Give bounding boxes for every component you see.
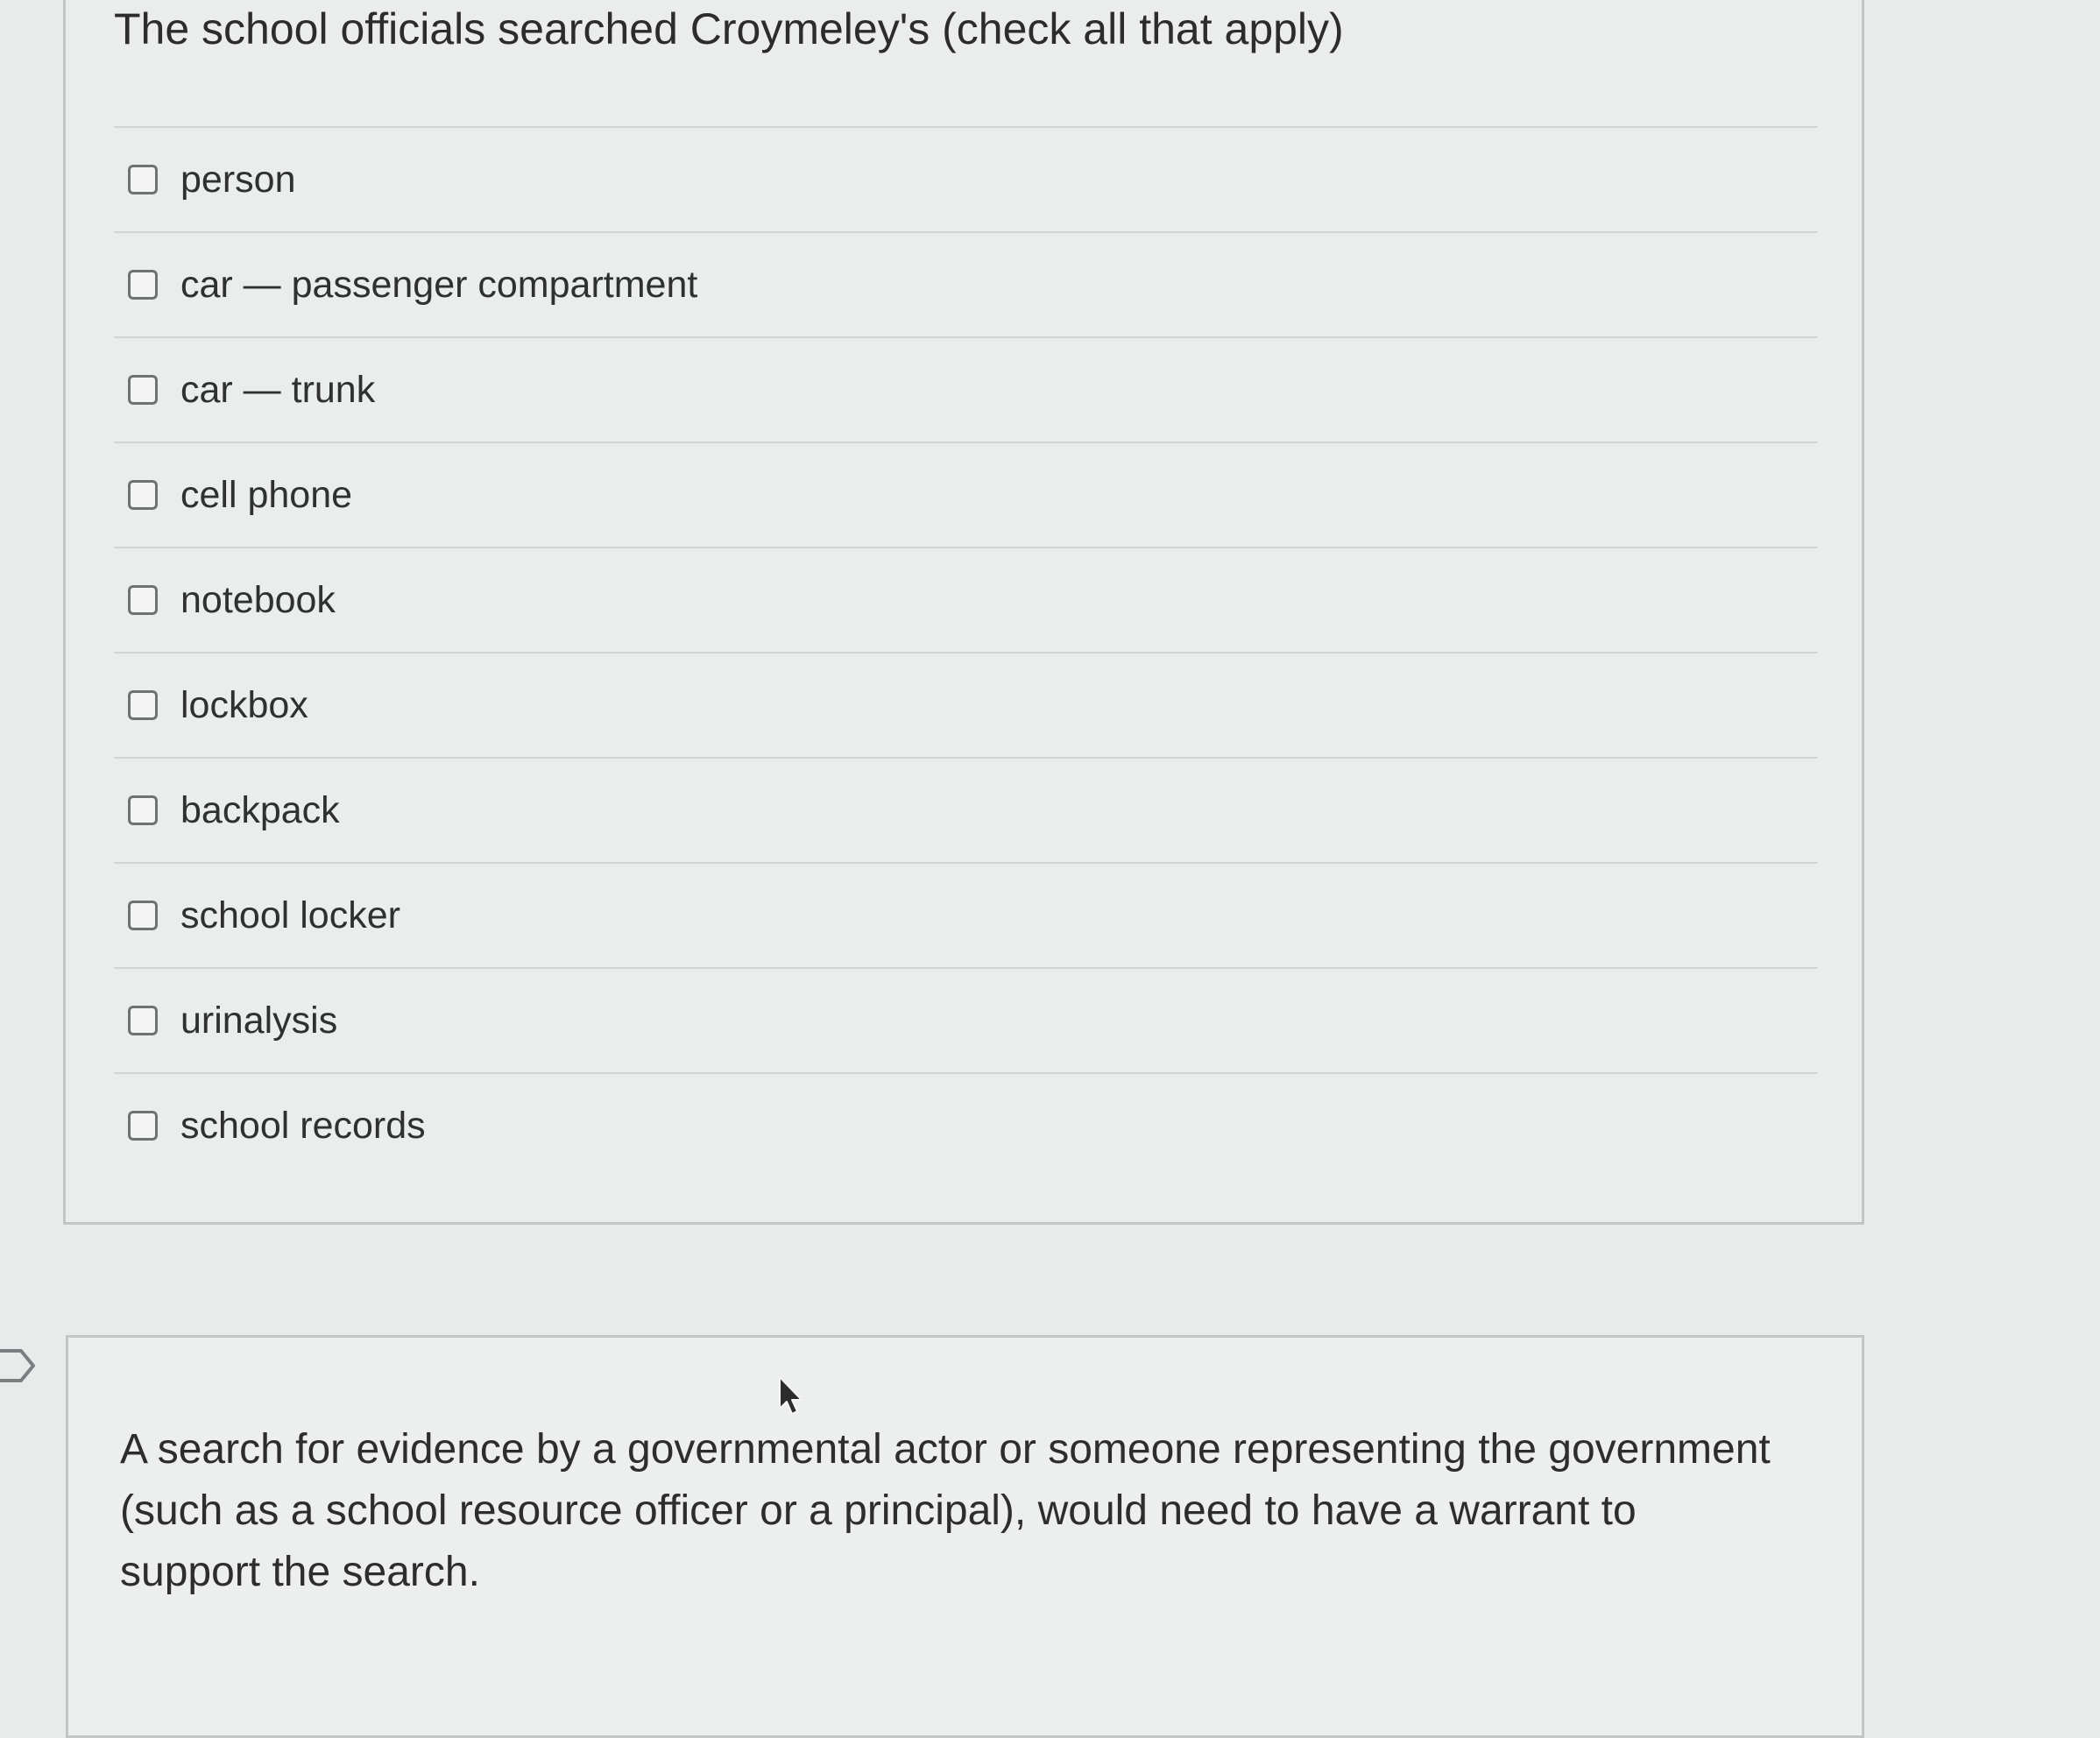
checkbox-lockbox[interactable]	[128, 690, 158, 720]
checkbox-urinalysis[interactable]	[128, 1006, 158, 1035]
checkbox-school-records[interactable]	[128, 1111, 158, 1141]
option-label: cell phone	[180, 473, 353, 516]
option-school-records[interactable]	[114, 1072, 1818, 1177]
option-label: notebook	[180, 578, 336, 621]
option-car-passenger-compartment[interactable]	[114, 231, 1818, 336]
option-notebook[interactable]	[114, 547, 1818, 652]
option-label: urinalysis	[180, 999, 338, 1042]
checkbox-cell-phone[interactable]	[128, 480, 158, 510]
option-cell-phone[interactable]	[114, 442, 1818, 547]
checkbox-school-locker[interactable]	[128, 901, 158, 930]
checkbox-backpack[interactable]	[128, 795, 158, 825]
option-car-trunk[interactable]	[114, 336, 1818, 442]
option-lockbox[interactable]	[114, 652, 1818, 757]
option-school-locker[interactable]	[114, 862, 1818, 967]
option-person[interactable]	[114, 126, 1818, 231]
tab-arrow-icon[interactable]	[0, 1347, 37, 1384]
mouse-pointer-icon	[778, 1375, 804, 1417]
checkbox-car-passenger-compartment[interactable]	[128, 270, 158, 300]
checkbox-person[interactable]	[128, 165, 158, 194]
option-label: lockbox	[180, 683, 308, 726]
option-label: car — passenger compartment	[180, 263, 698, 306]
checkbox-notebook[interactable]	[128, 585, 158, 615]
option-backpack[interactable]	[114, 757, 1818, 862]
option-label: school locker	[180, 894, 400, 936]
option-label: car — trunk	[180, 368, 376, 411]
option-label: person	[180, 158, 296, 201]
option-label: school records	[180, 1104, 426, 1147]
option-urinalysis[interactable]	[114, 967, 1818, 1072]
option-label: backpack	[180, 788, 340, 831]
question-title: The school officials searched Croymeley's (check all that apply)	[114, 4, 1344, 53]
checkbox-car-trunk[interactable]	[128, 375, 158, 405]
feedback-text: A search for evidence by a governmental actor or someone representing the government (such as a school resource officer or a principal), would need to have a warrant to support the search.	[120, 1426, 1771, 1595]
options-list	[114, 126, 1818, 1177]
